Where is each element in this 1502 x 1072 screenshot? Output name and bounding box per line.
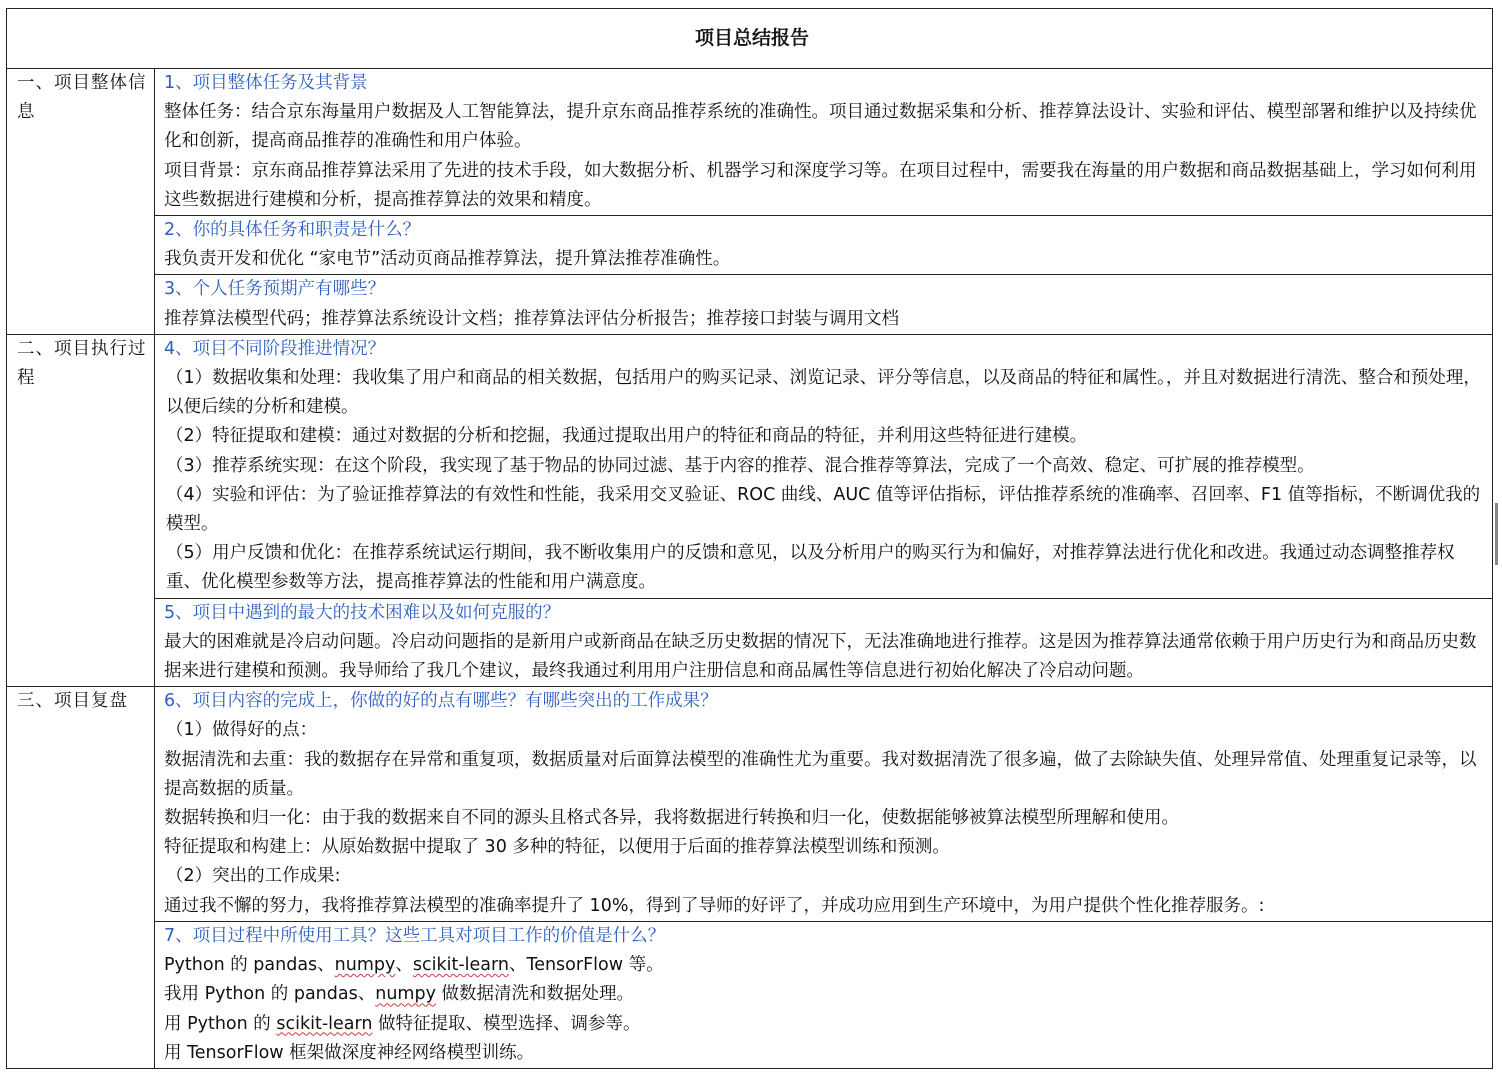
q6-good-item: 数据转换和归一化：由于我的数据来自不同的源头且格式各异，我将数据进行转换和归一化，使数据能够被算法模型所理解和使用。 — [164, 808, 1179, 829]
q4-item: （5）用户反馈和优化：在推荐系统试运行期间，我不断收集用户的反馈和意见，以及分析用户的购买行为和偏好，对推荐算法进行优化和改进。我通过动态调整推荐权重、优化模型参数等方法，提高推荐算法的性能和用户满意度。 — [166, 543, 1455, 593]
q4-item: （4）实验和评估：为了验证推荐算法的有效性和性能，我采用交叉验证、ROC 曲线、AUC 值等评估指标，评估推荐系统的准确率、召回率、F1 值等指标，不断调优我的模型。 — [166, 484, 1481, 535]
q2-cell — [155, 216, 1493, 275]
q1-background: 项目背景：京东商品推荐算法采用了先进的技术手段，如大数据分析、机器学习和深度学习等。在项目过程中，需要我在海量的用户数据和商品数据基础上，学习如何利用这些数据进行建模和分析，提高推荐算法的效果和精度。 — [164, 160, 1477, 210]
q1-heading: 1、项目整体任务及其背景 — [164, 73, 368, 93]
q7-line-4: 用 TensorFlow 框架做深度神经网络模型训练。 — [164, 1042, 535, 1063]
q5-heading: 5、项目中遇到的最大的技术困难以及如何克服的？ — [164, 602, 561, 623]
section-label-review: 三、项目复盘 — [7, 687, 155, 1069]
q6-good-label: （1）做得好的点： — [166, 720, 318, 741]
q6-good-item: 特征提取和构建上：从原始数据中提取了 30 多种的特征，以便用于后面的推荐算法模型训练和预测。 — [164, 837, 950, 858]
q7-line-3-sklearn: scikit-learn — [276, 1013, 373, 1034]
q2-answer: 我负责开发和优化 “家电节”活动页商品推荐算法，提升算法推荐准确性。 — [164, 249, 731, 270]
q7-line-3 — [164, 1010, 1488, 1039]
q6-result: 通过我不懈的努力，我将推荐算法模型的准确率提升了 10%，得到了导师的好评了，并成功应用到生产环境中，为用户提供个性化推荐服务。: — [164, 895, 1265, 916]
q3-answer: 推荐算法模型代码；推荐算法系统设计文档；推荐算法评估分析报告；推荐接口封装与调用文档 — [164, 308, 899, 329]
q7-line-1-a: Python 的 pandas、 — [164, 955, 335, 976]
q6-heading: 6、项目内容的完成上，你做的好的点有哪些？有哪些突出的工作成果？ — [164, 691, 718, 712]
q7-line-2-numpy: numpy — [375, 984, 436, 1005]
q5-cell — [155, 598, 1493, 687]
q5-answer: 最大的困难就是冷启动问题。冷启动问题指的是新用户或新商品在缺乏历史数据的情况下，无法准确地进行推荐。这是因为推荐算法通常依赖于用户历史行为和商品历史数据来进行建模和预测。我导师给了我几个建议，最终我通过利用用户注册信息和商品属性等信息进行初始化解决了冷启动问题。 — [164, 631, 1477, 682]
q7-heading: 7、项目过程中所使用工具？这些工具对项目工作的价值是什么？ — [164, 925, 666, 946]
q1-cell — [155, 69, 1493, 216]
section-label-overview: 一、项目整体信息 — [7, 69, 155, 335]
q7-line-2 — [164, 980, 1488, 1009]
q4-item: （1）数据收集和处理：我收集了用户和商品的相关数据，包括用户的购买记录、浏览记录、评分等信息，以及商品的特征和属性。，并且对数据进行清洗、整合和预处理，以便后续的分析和建模。 — [166, 368, 1481, 418]
q7-cell — [155, 921, 1493, 1068]
report-title: 项目总结报告 — [7, 9, 1493, 69]
q7-line-2-a: 我用 Python 的 pandas、 — [164, 984, 376, 1005]
report-table — [6, 8, 1493, 1069]
q7-line-1-numpy: numpy — [334, 955, 396, 976]
q7-line-1 — [164, 951, 1488, 980]
section-label-execution: 二、项目执行过程 — [7, 334, 155, 686]
page-edge-marker — [1495, 503, 1498, 565]
q4-item: （3）推荐系统实现：在这个阶段，我实现了基于物品的协同过滤、基于内容的推荐、混合推荐等算法，完成了一个高效、稳定、可扩展的推荐模型。 — [166, 455, 1315, 476]
q7-line-1-c: 、 — [395, 955, 413, 976]
q7-line-2-c: 做数据清洗和数据处理。 — [435, 984, 634, 1005]
q1-task: 整体任务：结合京东海量用户数据及人工智能算法，提升京东商品推荐系统的准确性。项目通过数据采集和分析、推荐算法设计、实验和评估、模型部署和维护以及持续优化和创新，提高商品推荐的准确性和用户体验。 — [164, 102, 1477, 152]
q4-heading: 4、项目不同阶段推进情况？ — [164, 338, 386, 359]
q6-cell — [155, 687, 1493, 922]
q4-item: （2）特征提取和建模：通过对数据的分析和挖掘，我通过提取出用户的特征和商品的特征，并利用这些特征进行建模。 — [166, 426, 1088, 447]
q6-good-item: 数据清洗和去重：我的数据存在异常和重复项，数据质量对后面算法模型的准确性尤为重要。我对数据清洗了很多遍，做了去除缺失值、处理异常值、处理重复记录等，以提高数据的质量。 — [164, 749, 1477, 799]
q3-heading: 3、个人任务预期产有哪些？ — [164, 279, 386, 300]
q4-cell — [155, 334, 1493, 598]
q7-line-1-sklearn: scikit-learn — [412, 955, 509, 976]
q3-cell — [155, 275, 1493, 334]
q7-line-3-c: 做特征提取、模型选择、调参等。 — [372, 1013, 641, 1034]
q7-line-1-e: 、TensorFlow 等。 — [508, 955, 664, 976]
q2-heading: 2、你的具体任务和职责是什么？ — [164, 220, 421, 241]
q6-result-label: （2）突出的工作成果: — [166, 866, 341, 887]
q7-line-3-a: 用 Python 的 — [164, 1013, 277, 1034]
